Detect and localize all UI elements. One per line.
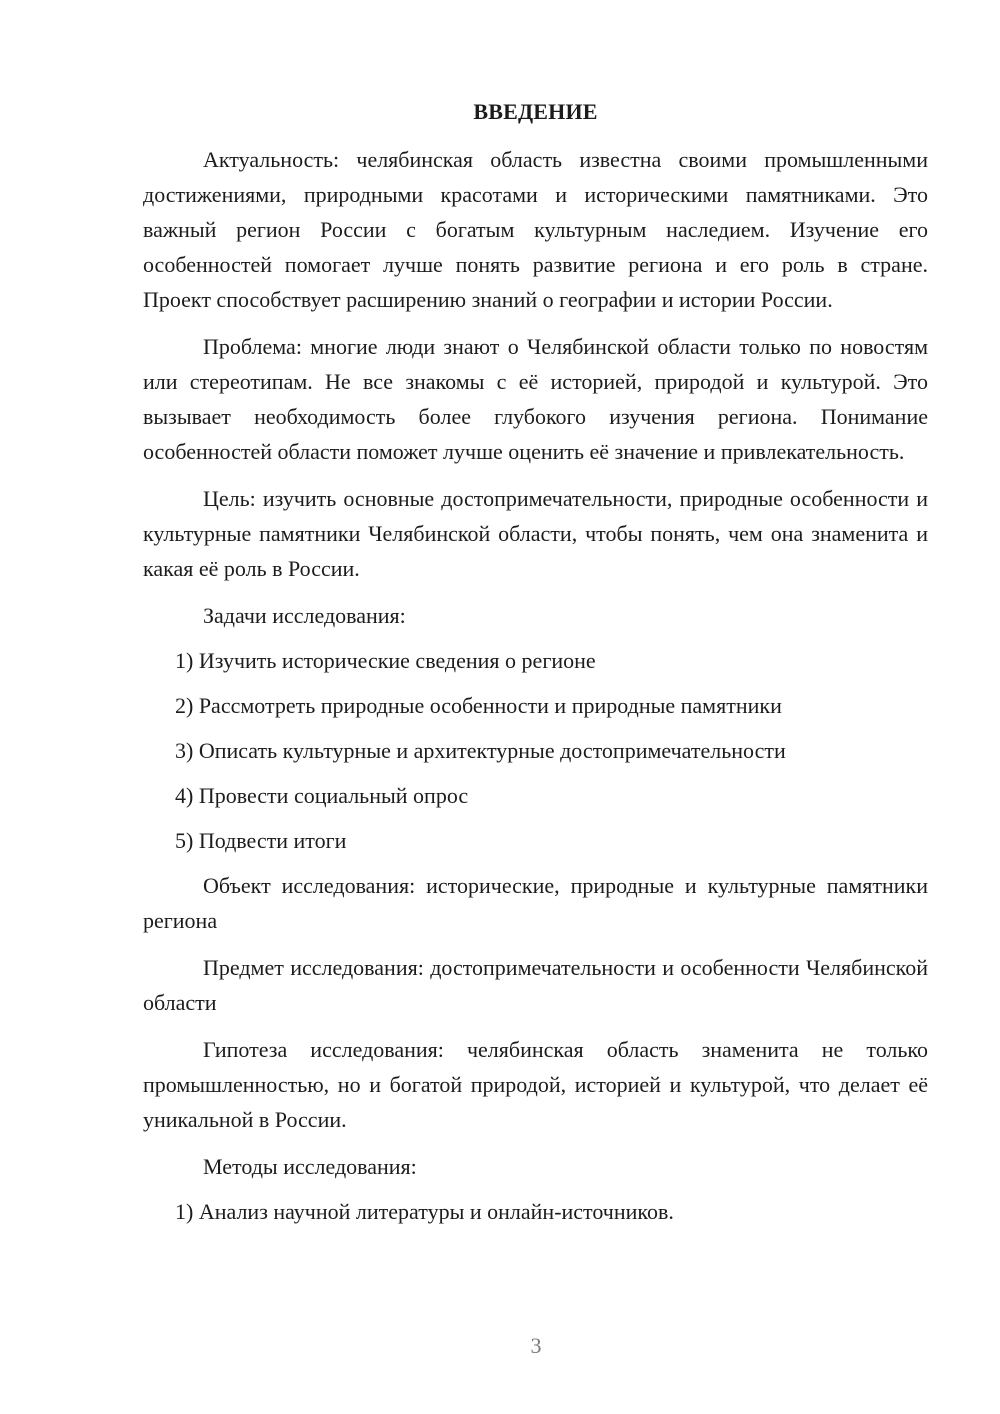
page-number: 3 xyxy=(530,1333,542,1358)
problem-paragraph: Проблема: многие люди знают о Челябинской области только по новостям или стереотипам. Не все знакомы с её историей, природой и культурой. Это вызывает необходимость более глубокого изучения региона. Понимание особенностей области поможет лучше оценить её значение и привлекательность. xyxy=(143,334,928,464)
goal-paragraph: Цель: изучить основные достопримечательности, природные особенности и культурные памятники Челябинской области, чтобы понять, чем она знаменита и какая её роль в России. xyxy=(143,486,928,581)
relevance-paragraph: Актуальность: челябинская область известна своими промышленными достижениями, природными красотами и историческими памятниками. Это важный регион России с богатым культурным наследием. Изучение его особенностей помогает лучше понять развитие региона и его роль в стране. Проект способствует расширению знаний о географии и истории России. xyxy=(143,147,928,312)
page-title: ВВЕДЕНИЕ xyxy=(473,99,598,124)
method-item: 1) Анализ научной литературы и онлайн-источников. xyxy=(175,1199,674,1224)
subject-paragraph: Предмет исследования: достопримечательности и особенности Челябинской области xyxy=(143,955,928,1015)
methods-label: Методы исследования: xyxy=(203,1154,417,1179)
task-item: 3) Описать культурные и архитектурные достопримечательности xyxy=(175,738,786,763)
task-item: 2) Рассмотреть природные особенности и природные памятники xyxy=(175,693,782,718)
document-page xyxy=(143,94,928,1239)
task-item: 5) Подвести итоги xyxy=(175,828,347,853)
methods-list xyxy=(143,1194,928,1229)
task-item: 1) Изучить исторические сведения о регионе xyxy=(175,648,596,673)
task-item: 4) Провести социальный опрос xyxy=(175,783,469,808)
tasks-label: Задачи исследования: xyxy=(203,603,406,628)
hypothesis-paragraph: Гипотеза исследования: челябинская область знаменита не только промышленностью, но и богатой природой, историей и культурой, что делает её уникальной в России. xyxy=(143,1037,928,1132)
tasks-list xyxy=(143,643,928,858)
object-paragraph: Объект исследования: исторические, природные и культурные памятники региона xyxy=(143,873,928,933)
